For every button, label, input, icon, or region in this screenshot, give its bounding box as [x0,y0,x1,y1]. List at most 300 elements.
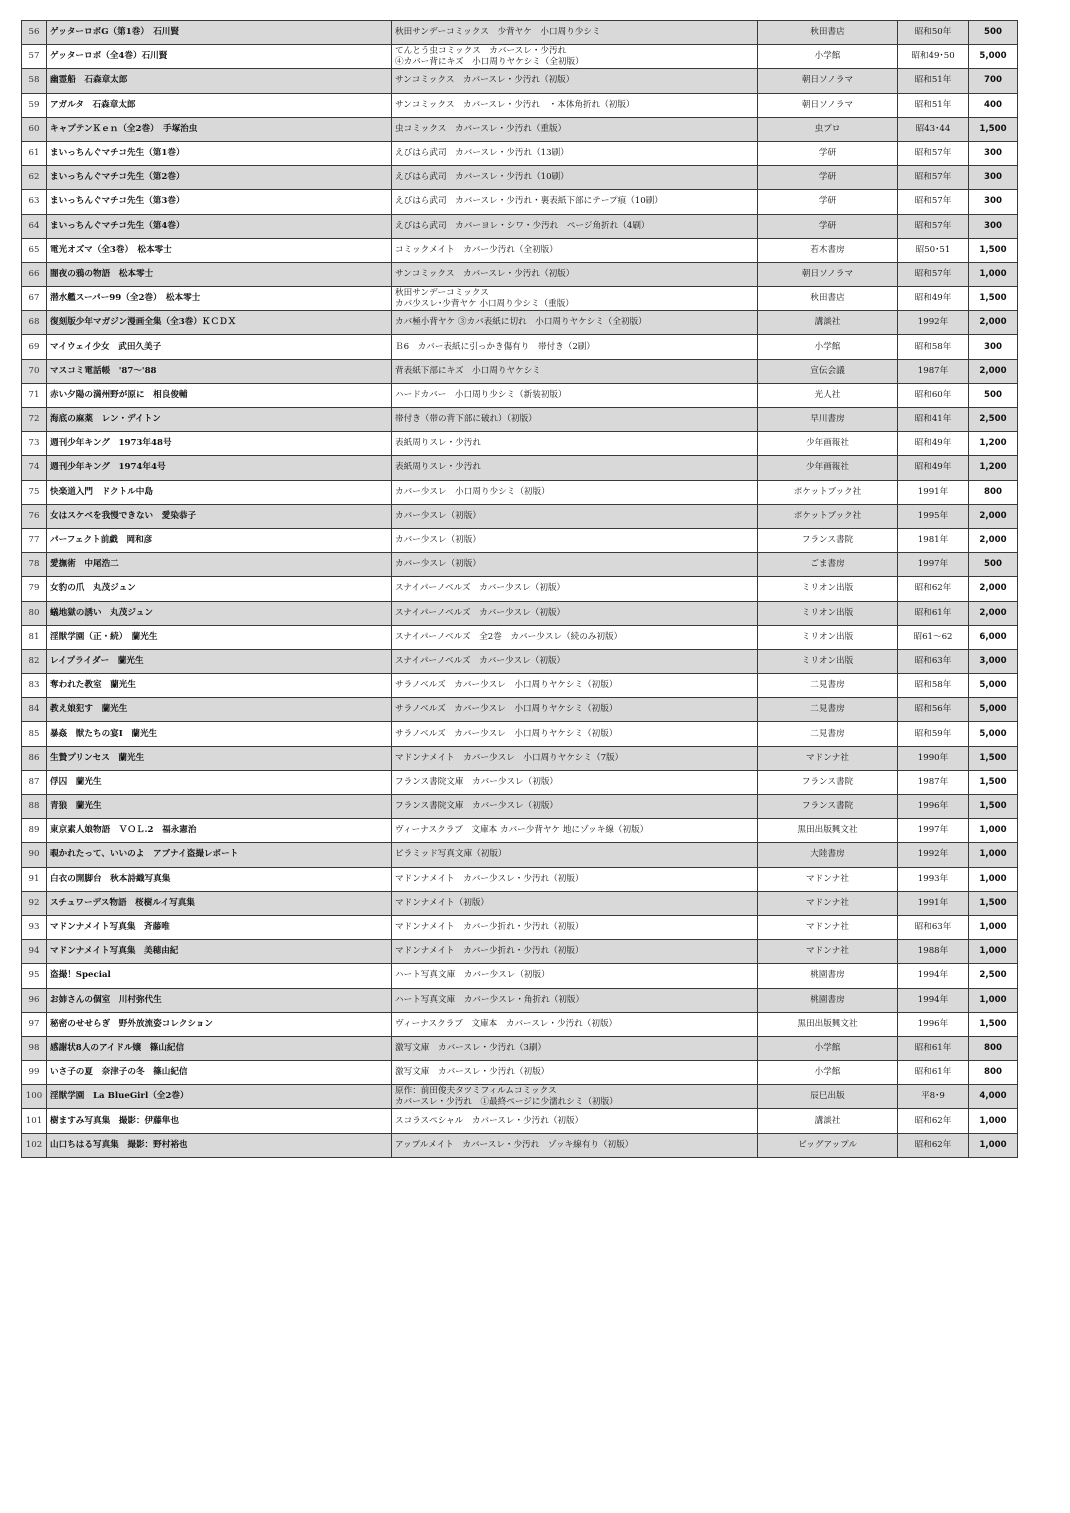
item-price: 1,000 [969,262,1018,286]
item-year: 昭和49年 [898,287,969,311]
item-year: 1993年 [898,867,969,891]
item-publisher: ミリオン出版 [758,601,898,625]
condition-line: 原作：前田俊夫タツミフィルムコミックス [395,1085,557,1096]
item-number: 71 [22,383,47,407]
item-price: 300 [969,190,1018,214]
item-number: 97 [22,1012,47,1036]
condition-line: サラノベルズ カバー少スレ 小口周りヤケシミ（初版） [395,680,618,691]
item-title: レイプライダー 蘭光生 [47,649,392,673]
table-row [22,335,1018,359]
table-row [22,577,1018,601]
item-number: 100 [22,1085,47,1109]
item-year: 昭和50年 [898,21,969,45]
table-row [22,166,1018,190]
table-row [22,843,1018,867]
item-number: 68 [22,311,47,335]
item-number: 58 [22,69,47,93]
item-condition [392,843,758,867]
item-condition [392,69,758,93]
item-title: 奪われた教室 蘭光生 [47,674,392,698]
condition-line: スコラスペシャル カバースレ・少汚れ（初版） [395,1115,584,1126]
item-publisher: 小学館 [758,335,898,359]
item-price: 1,000 [969,1133,1018,1157]
table-row [22,238,1018,262]
table-row [22,1085,1018,1109]
item-price: 1,000 [969,915,1018,939]
item-number: 66 [22,262,47,286]
item-price: 1,200 [969,432,1018,456]
table-row [22,45,1018,69]
item-publisher: 辰巳出版 [758,1085,898,1109]
item-number: 78 [22,553,47,577]
item-number: 76 [22,504,47,528]
item-price: 5,000 [969,722,1018,746]
item-number: 93 [22,915,47,939]
item-publisher: 講談社 [758,311,898,335]
item-title: 愛撫術 中尾浩二 [47,553,392,577]
item-number: 101 [22,1109,47,1133]
item-condition [392,45,758,69]
table-row [22,674,1018,698]
item-title: 週刊少年キング 1974年4号 [47,456,392,480]
table-row [22,940,1018,964]
item-year: 1981年 [898,528,969,552]
item-price: 2,000 [969,601,1018,625]
condition-line: カバー少スレ（初版） [395,510,481,521]
item-year: 昭和61年 [898,1061,969,1085]
condition-line: カバ極小背ヤケ ③カバ表紙に切れ 小口周りヤケシミ（全初版） [395,317,647,328]
item-number: 73 [22,432,47,456]
item-price: 800 [969,1061,1018,1085]
item-year: 1994年 [898,988,969,1012]
item-publisher: フランス書院 [758,795,898,819]
condition-line: マドンナメイト カバー少スレ 小口周りヤケシミ（7版） [395,752,624,763]
item-number: 64 [22,214,47,238]
condition-line: マドンナメイト カバー少折れ・少汚れ（初版） [395,922,584,933]
item-title: 淫獣学園 La BlueGirl（全2巻） [47,1085,392,1109]
item-price: 2,500 [969,964,1018,988]
condition-line: 秋田サンデーコミックス 少背ヤケ 小口周り少シミ [395,27,601,38]
item-condition [392,359,758,383]
item-year: 昭和57年 [898,190,969,214]
item-publisher: ミリオン出版 [758,577,898,601]
item-publisher: 黒田出版興文社 [758,819,898,843]
table-row [22,770,1018,794]
item-condition [392,964,758,988]
item-price: 300 [969,214,1018,238]
condition-line: コミックメイト カバー少汚れ（全初版） [395,244,558,255]
table-row [22,432,1018,456]
item-condition [392,504,758,528]
item-price: 1,000 [969,940,1018,964]
item-publisher: 学研 [758,166,898,190]
condition-line: マドンナメイト カバー少スレ・少汚れ（初版） [395,873,584,884]
item-year: 1991年 [898,480,969,504]
item-title: 赤い夕陽の満州野が原に 相良俊輔 [47,383,392,407]
item-number: 57 [22,45,47,69]
item-title: 覗かれたって、いいのよ アブナイ盗撮レポート [47,843,392,867]
table-row [22,480,1018,504]
item-year: 1997年 [898,819,969,843]
item-number: 65 [22,238,47,262]
item-year: 昭和57年 [898,214,969,238]
condition-line: ピラミッド写真文庫（初版） [395,849,507,860]
item-publisher: 二見書房 [758,698,898,722]
item-title: 淫獣学園（正・続） 蘭光生 [47,625,392,649]
item-condition [392,1036,758,1060]
table-row [22,504,1018,528]
item-publisher: 秋田書店 [758,287,898,311]
item-publisher: 虫プロ [758,117,898,141]
item-title: 週刊少年キング 1973年48号 [47,432,392,456]
item-title: いさ子の夏 奈津子の冬 篠山紀信 [47,1061,392,1085]
item-title: 電光オズマ（全3巻） 松本零士 [47,238,392,262]
item-number: 60 [22,117,47,141]
item-number: 62 [22,166,47,190]
item-title: マイウェイ少女 武田久美子 [47,335,392,359]
table-row [22,69,1018,93]
item-condition [392,1133,758,1157]
table-row [22,698,1018,722]
item-publisher: 学研 [758,214,898,238]
item-condition [392,1012,758,1036]
condition-line: 帯付き（帯の背下部に破れ）（初版） [395,414,537,425]
item-price: 4,000 [969,1085,1018,1109]
item-publisher: 学研 [758,141,898,165]
item-number: 89 [22,819,47,843]
item-year: 平8･9 [898,1085,969,1109]
item-year: 昭和62年 [898,1109,969,1133]
item-price: 2,000 [969,504,1018,528]
item-number: 90 [22,843,47,867]
table-row [22,649,1018,673]
item-year: 昭43･44 [898,117,969,141]
table-row [22,625,1018,649]
condition-line: マドンナメイト（初版） [395,897,490,908]
table-row [22,1061,1018,1085]
item-number: 67 [22,287,47,311]
item-publisher: 秋田書店 [758,21,898,45]
condition-line: サンコミックス カバースレ・少汚れ ・本体角折れ（初版） [395,99,635,110]
table-row [22,190,1018,214]
item-publisher: 少年画報社 [758,456,898,480]
item-publisher: 少年画報社 [758,432,898,456]
catalog-table [21,20,1018,1158]
item-year: 昭和57年 [898,166,969,190]
item-title: 快楽道入門 ドクトル中島 [47,480,392,504]
condition-line: スナイパーノベルズ カバー少スレ（初版） [395,655,566,666]
item-price: 400 [969,93,1018,117]
item-number: 72 [22,408,47,432]
item-number: 77 [22,528,47,552]
item-publisher: 宣伝会議 [758,359,898,383]
item-price: 2,500 [969,408,1018,432]
table-row [22,141,1018,165]
condition-line: えびはら武司 カバースレ・少汚れ（13刷） [395,148,569,159]
item-year: 昭和58年 [898,674,969,698]
condition-line: スナイパーノベルズ カバー少スレ（初版） [395,607,566,618]
condition-line: カバ少スレ･少背ヤケ 小口周り少シミ（重版） [395,298,574,309]
item-condition [392,867,758,891]
condition-line: えびはら武司 カバースレ・少汚れ・裏表紙下部にテープ痕（10刷） [395,196,663,207]
item-publisher: 二見書房 [758,674,898,698]
table-row [22,21,1018,45]
item-condition [392,770,758,794]
condition-line: サラノベルズ カバー少スレ 小口周りヤケシミ（初版） [395,728,618,739]
item-number: 98 [22,1036,47,1060]
item-publisher: 黒田出版興文社 [758,1012,898,1036]
item-publisher: 桃園書房 [758,988,898,1012]
item-number: 59 [22,93,47,117]
item-condition [392,795,758,819]
item-number: 96 [22,988,47,1012]
table-row [22,311,1018,335]
item-condition [392,698,758,722]
item-price: 300 [969,141,1018,165]
table-row [22,964,1018,988]
table-row [22,795,1018,819]
item-title: まいっちんぐマチコ先生（第2巻） [47,166,392,190]
condition-line: フランス書院文庫 カバー少スレ（初版） [395,776,559,787]
condition-line: 表紙周りスレ・少汚れ [395,462,481,473]
item-publisher: マドンナ社 [758,746,898,770]
item-number: 70 [22,359,47,383]
catalog-body [22,21,1018,1158]
table-row [22,722,1018,746]
item-year: 昭和51年 [898,93,969,117]
item-publisher: 講談社 [758,1109,898,1133]
item-price: 6,000 [969,625,1018,649]
condition-line: ④カバー背にキズ 小口周りヤケシミ（全初版） [395,56,584,67]
table-row [22,601,1018,625]
item-price: 2,000 [969,311,1018,335]
item-number: 74 [22,456,47,480]
item-title: 秘密のせせらぎ 野外放流姿コレクション [47,1012,392,1036]
item-publisher: 小学館 [758,45,898,69]
item-price: 5,000 [969,45,1018,69]
item-price: 2,000 [969,577,1018,601]
item-year: 昭和60年 [898,383,969,407]
item-title: アガルタ 石森章太郎 [47,93,392,117]
table-row [22,988,1018,1012]
item-title: キャプテンＫｅｎ（全2巻） 手塚治虫 [47,117,392,141]
item-condition [392,480,758,504]
item-title: 感謝状8人のアイドル嬢 篠山紀信 [47,1036,392,1060]
condition-line: カバー少スレ 小口周り少シミ（初版） [395,486,550,497]
item-condition [392,625,758,649]
item-price: 2,000 [969,359,1018,383]
item-year: 1990年 [898,746,969,770]
item-number: 61 [22,141,47,165]
item-year: 昭和61年 [898,601,969,625]
item-year: 昭和63年 [898,915,969,939]
item-condition [392,408,758,432]
condition-line: カバー少スレ（初版） [395,559,481,570]
item-number: 69 [22,335,47,359]
item-number: 79 [22,577,47,601]
item-year: 1992年 [898,843,969,867]
item-price: 500 [969,553,1018,577]
item-condition [392,117,758,141]
item-price: 500 [969,21,1018,45]
item-title: マドンナメイト写真集 美穂由紀 [47,940,392,964]
item-year: 昭和56年 [898,698,969,722]
item-number: 91 [22,867,47,891]
table-row [22,214,1018,238]
table-row [22,93,1018,117]
item-number: 92 [22,891,47,915]
item-condition [392,432,758,456]
item-price: 1,000 [969,988,1018,1012]
item-year: 昭和62年 [898,1133,969,1157]
item-title: 女はスケベを我慢できない 愛染恭子 [47,504,392,528]
item-publisher: フランス書院 [758,770,898,794]
item-condition [392,819,758,843]
item-condition [392,141,758,165]
condition-line: ハート写真文庫 カバー少スレ（初版） [395,970,550,981]
item-number: 84 [22,698,47,722]
item-year: 1995年 [898,504,969,528]
item-publisher: ビッグアップル [758,1133,898,1157]
condition-line: 表紙周りスレ・少汚れ [395,438,481,449]
item-condition [392,528,758,552]
item-condition [392,93,758,117]
item-publisher: 朝日ソノラマ [758,262,898,286]
item-condition [392,746,758,770]
item-condition [392,238,758,262]
item-publisher: マドンナ社 [758,915,898,939]
item-number: 85 [22,722,47,746]
item-condition [392,456,758,480]
item-year: 昭和61年 [898,1036,969,1060]
condition-line: スナイパーノベルズ カバー少スレ（初版） [395,583,566,594]
item-title: 幽霊船 石森章太郎 [47,69,392,93]
item-price: 3,000 [969,649,1018,673]
item-price: 1,200 [969,456,1018,480]
item-year: 昭和59年 [898,722,969,746]
item-price: 1,000 [969,867,1018,891]
item-year: 1992年 [898,311,969,335]
item-price: 1,500 [969,891,1018,915]
item-condition [392,988,758,1012]
item-publisher: 桃園書房 [758,964,898,988]
item-title: ゲッターロボ（全4巻）石川賢 [47,45,392,69]
item-title: 闇夜の鴉の物語 松本零士 [47,262,392,286]
table-row [22,819,1018,843]
item-price: 5,000 [969,674,1018,698]
table-row [22,117,1018,141]
item-title: まいっちんぐマチコ先生（第3巻） [47,190,392,214]
item-price: 700 [969,69,1018,93]
item-title: まいっちんぐマチコ先生（第1巻） [47,141,392,165]
item-year: 昭和57年 [898,141,969,165]
item-condition [392,383,758,407]
item-price: 1,000 [969,1109,1018,1133]
item-price: 1,000 [969,843,1018,867]
item-condition [392,553,758,577]
item-publisher: マドンナ社 [758,940,898,964]
item-price: 1,500 [969,1012,1018,1036]
item-publisher: 早川書房 [758,408,898,432]
table-row [22,891,1018,915]
item-price: 1,500 [969,287,1018,311]
condition-line: カバースレ・少汚れ ①最終ページに少濡れシミ（初版） [395,1096,618,1107]
table-row [22,383,1018,407]
condition-line: ヴィーナスクラブ 文庫本 カバー少背ヤケ 地にゾッキ線（初版） [395,825,649,836]
item-number: 94 [22,940,47,964]
item-title: まいっちんぐマチコ先生（第4巻） [47,214,392,238]
item-publisher: ミリオン出版 [758,625,898,649]
item-year: 1988年 [898,940,969,964]
item-price: 1,500 [969,770,1018,794]
item-title: 生贄プリンセス 蘭光生 [47,746,392,770]
item-title: スチュワーデス物語 桜樹ルイ写真集 [47,891,392,915]
item-year: 昭和49･50 [898,45,969,69]
item-price: 300 [969,335,1018,359]
item-number: 87 [22,770,47,794]
item-title: 俘囚 蘭光生 [47,770,392,794]
item-condition [392,214,758,238]
item-year: 1996年 [898,795,969,819]
item-price: 1,500 [969,795,1018,819]
item-number: 86 [22,746,47,770]
item-price: 500 [969,383,1018,407]
item-year: 昭和51年 [898,69,969,93]
condition-line: 激写文庫 カバースレ・少汚れ（3刷） [395,1042,547,1053]
item-price: 800 [969,1036,1018,1060]
item-publisher: 朝日ソノラマ [758,69,898,93]
item-title: 暴姦 獣たちの宴Ⅰ 蘭光生 [47,722,392,746]
item-title: ゲッターロボG（第1巻） 石川賢 [47,21,392,45]
item-year: 1991年 [898,891,969,915]
item-year: 昭和63年 [898,649,969,673]
item-condition [392,166,758,190]
item-price: 1,500 [969,746,1018,770]
item-publisher: 二見書房 [758,722,898,746]
condition-line: ハート写真文庫 カバー少スレ・角折れ（初版） [395,994,585,1005]
condition-line: ハードカバー 小口周り少シミ（新装初版） [395,389,567,400]
item-condition [392,262,758,286]
item-condition [392,915,758,939]
item-number: 95 [22,964,47,988]
condition-line: フランス書院文庫 カバー少スレ（初版） [395,801,559,812]
item-title: 潜水艦スーパー99（全2巻） 松本零士 [47,287,392,311]
table-row [22,1109,1018,1133]
item-year: 昭和41年 [898,408,969,432]
item-year: 昭61～62 [898,625,969,649]
item-condition [392,577,758,601]
item-condition [392,1061,758,1085]
table-row [22,262,1018,286]
item-price: 800 [969,480,1018,504]
item-number: 102 [22,1133,47,1157]
item-condition [392,190,758,214]
table-row [22,1012,1018,1036]
item-title: 復刻版少年マガジン漫画全集（全3巻）ＫＣＤＸ [47,311,392,335]
condition-line: ヴィーナスクラブ 文庫本 カバースレ・少汚れ（初版） [395,1018,618,1029]
item-publisher: ポケットブック社 [758,504,898,528]
item-year: 昭和58年 [898,335,969,359]
item-condition [392,674,758,698]
condition-line: てんとう虫コミックス カバースレ・少汚れ [395,45,567,56]
item-price: 5,000 [969,698,1018,722]
item-condition [392,649,758,673]
table-row [22,553,1018,577]
item-year: 昭50･51 [898,238,969,262]
item-publisher: ポケットブック社 [758,480,898,504]
item-condition [392,335,758,359]
condition-line: サンコミックス カバースレ・少汚れ（初版） [395,75,575,86]
